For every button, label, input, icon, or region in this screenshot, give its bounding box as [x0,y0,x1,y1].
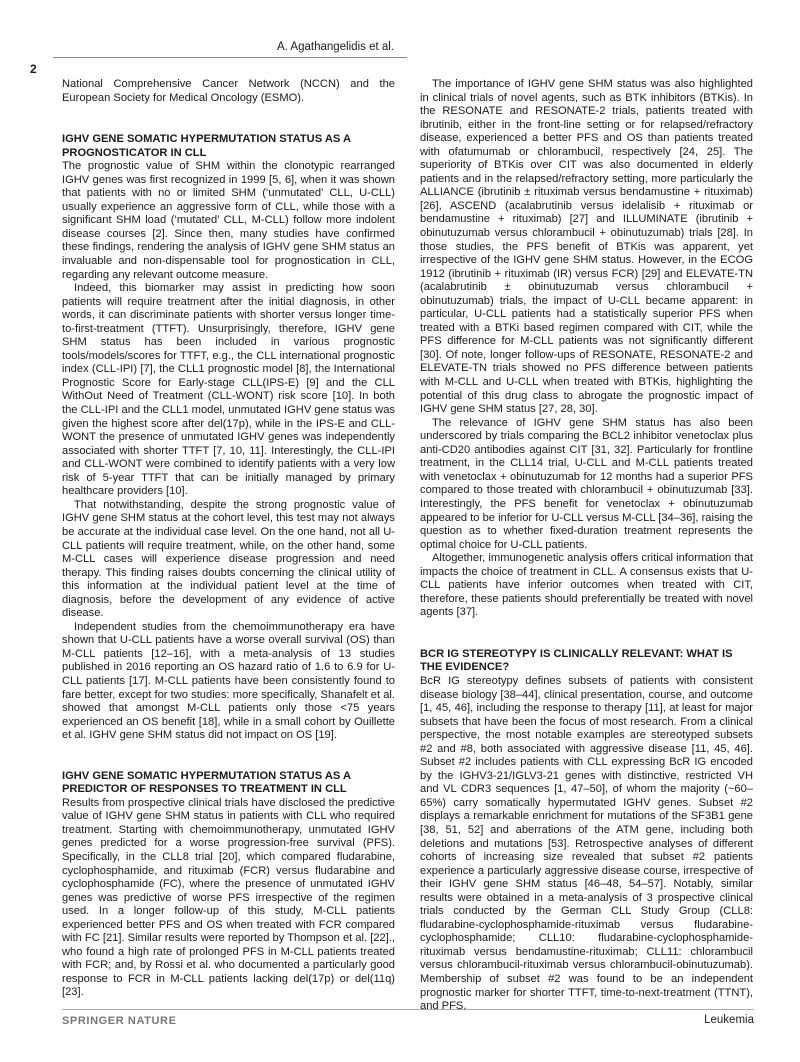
heading-prognosticator: IGHV GENE SOMATIC HYPERMUTATION STATUS AS A PROGNOSTICATOR IN CLL [62,133,351,159]
running-head: A. Agathangelidis et al. [277,41,394,53]
paragraph: Independent studies from the chemoimmunotherapy era have shown that U-CLL patients have a worse overall survival (OS) than M-CLL patients [12–16], with a meta-analysis of 13 studies published in 2016 reporting an OS hazard ratio of 1.6 to 6.9 for U-CLL patients [17]. M-CLL patients have been consistently found to fare better, except for two studies: more specifically, Shanafelt et al. showed that amongst M-CLL patients only those <75 years experienced an OS benefit [18], while in a small cohort by Ouillette et al. IGHV gene SHM status did not impact on OS [19]. [62,620,395,742]
paragraph: Altogether, immunogenetic analysis offers critical information that impacts the choice of treatment in CLL. A consensus exists that U-CLL patients have inferior outcomes when treated with CIT, therefore, these patients should preferentially be treated with novel agents [37]. [420,552,753,619]
right-column [420,78,753,1014]
paragraph: BcR IG stereotypy defines subsets of patients with consistent disease biology [38–44], clinical presentation, course, and outcome [1, 45, 46], including the response to therapy [11], at least for major subsets that have been the focus of most research. From a clinical perspective, the most notable examples are stereotyped subsets #2 and #8, both associated with aggressive disease [11, 45, 46]. Subset #2 includes patients with CLL expressing BcR IG encoded by the IGHV3-21/IGLV3-21 genes with distinctive, restricted VH and VL CDR3 sequences [1, 47–50], of whom the majority (~60–65%) carry somatically hypermutated IGHV genes. Subset #2 displays a remarkable enrichment for mutations of the SF3B1 gene [38, 51, 52] and aberrations of the ATM gene, including both deletions and mutations [53]. Retrospective analyses of different cohorts of increasing size revealed that subset #2 patients experience a particularly aggressive disease course, irrespective of their IGHV gene SHM status [46–48, 54–57]. Notably, similar results were obtained in a meta-analysis of 3 prospective clinical trials conducted by the German CLL Study Group (CLL8: fludarabine-cyclophosphamide-rituximab versus fludarabine-cyclophosphamide; CLL10: fludarabine-cyclophosphamide-rituximab versus bendamustine-rituximab; CLL11: chlorambucil versus chlorambucil-rituximab versus chlorambucil-obinutuzumab). Membership of subset #2 was found to be an independent prognostic marker for shorter TTFT, time-to-next-treatment (TTNT), and PFS, [420,674,753,1013]
paragraph: Indeed, this biomarker may assist in predicting how soon patients will require treatment after the initial diagnosis, in other words, it can discriminate patients with shorter versus longer time-to-first-treatment (TTFT). Unsurprisingly, therefore, IGHV gene SHM status has been included in various prognostic tools/models/scores for TTFT, e.g., the CLL international prognostic index (CLL-IPI) [7], the CLL1 prognostic model [8], the International Prognostic Score for Early-stage CLL(IPS-E) [9] and the CLL WithOut Need of Treatment (CLL-WONT) risk score [10]. In both the CLL-IPI and the CLL1 model, unmutated IGHV gene status was given the highest score after del(17p), while in the IPS-E and CLL-WONT the presence of unmutated IGHV genes was independently associated with shorter TTFT [7, 10, 11]. Interestingly, the CLL-IPI and CLL-WONT were combined to identify patients with a very low risk of 5-year TTFT that can be initially managed by primary healthcare providers [10]. [62,282,395,498]
header-rule [53,57,407,58]
heading-stereotypy: BCR IG STEREOTYPY IS CLINICALLY RELEVANT: WHAT IS THE EVIDENCE? [420,647,733,674]
heading-predictor: IGHV GENE SOMATIC HYPERMUTATION STATUS AS A PREDICTOR OF RESPONSES TO TREATMENT IN CLL [62,769,351,796]
paragraph: The importance of IGHV gene SHM status was also highlighted in clinical trials of novel agents, such as BTK inhibitors (BTKis). In the RESONATE and RESONATE-2 trials, patients treated with ibrutinib, either in the front-line setting or for relapsed/refractory disease, experienced a better PFS and OS than patients treated with ofatumumab or chlorambucil, respectively [24, 25]. The superiority of BTKis over CIT was also documented in elderly patients and in the relapsed/refractory setting, more particularly the ALLIANCE (ibrutinib ± rituximab versus bendamustine + rituximab) [26], ASCEND (acalabrutinib versus idelalisib + rituximab or bendamustine + rituximab) [27] and ILLUMINATE (ibrutinib + obinutuzumab versus chlorambucil + obinutuzumab) trials [28]. In those studies, the PFS benefit of BTKis was apparent, yet irrespective of the IGHV gene SHM status. However, in the ECOG 1912 (ibrutinib + rituximab (IR) versus FCR) [29] and ELEVATE-TN (acalabrutinib ± obinutuzumab versus chlorambucil + obinutuzumab) trials, the impact of U-CLL became apparent: in particular, U-CLL patients had a statistically superior PFS when treated with a BTKi based regimen compared with CIT, while the PFS difference for M-CLL patients was not significantly different [30]. Of note, longer follow-ups of RESONATE, RESONATE-2 and ELEVATE-TN trials showed no PFS difference between patients with M-CLL and U-CLL when treated with BTKis, highlighting the potential of this drug class to abrogate the prognostic impact of IGHV gene SHM status [27, 28, 30]. [420,78,753,416]
publisher-logo: SPRINGER NATURE [62,1015,177,1027]
page-number: 2 [30,62,37,76]
paragraph: The relevance of IGHV gene SHM status has also been underscored by trials comparing the BCL2 inhibitor venetoclax plus anti-CD20 antibodies against CIT [31, 32]. Particularly for frontline treatment, in the CLL14 trial, U-CLL and M-CLL patients treated with venetoclax + obinutuzumab for 12 months had a superior PFS compared to those treated with chlorambucil + obinutuzumab [33]. Interestingly, the PFS benefit for venetoclax + obinutuzumab appeared to be inferior for U-CLL versus M-CLL [34–36], raising the question as to whether fixed-duration treatment represents the optimal choice for U-CLL patients. [420,416,753,551]
paragraph: Results from prospective clinical trials have disclosed the predictive value of IGHV gene SHM status in patients with CLL who required treatment. Starting with chemoimmunotherapy, unmutated IGHV genes predicted for a worse progression-free survival (PFS). Specifically, in the CLL8 trial [20], which compared fludarabine, cyclophosphamide, and rituximab (FCR) versus fludarabine and cyclophosphamide (FC), where the presence of unmutated IGHV genes was predictive of worse PFS irrespective of the regimen used. In a longer follow-up of this study, M-CLL patients experienced better PFS and OS when treated with FCR compared with FC [21]. Similar results were reported by Thompson et al. [22]., who found a high rate of prolonged PFS in M-CLL patients treated with FCR; and, by Rossi et al. who documented a particularly good response to FCR in M-CLL patients lacking del(17p) or del(11q) [23]. [62,796,395,999]
journal-name: Leukemia [704,1014,754,1026]
paragraph: The prognostic value of SHM within the clonotypic rearranged IGHV genes was first recognized in 1999 [5, 6], when it was shown that patients with no or limited SHM (‘unmutated’ CLL, U-CLL) usually experience an aggressive form of CLL, while those with a significant SHM load (‘mutated’ CLL, M-CLL) follow more indolent disease courses [2]. Since then, many studies have confirmed these findings, rendering the analysis of IGHV gene SHM status an invaluable and non-dispensable tool for prognostication in CLL, regarding any relevant outcome measure. [62,160,395,281]
paragraph-intro: National Comprehensive Cancer Network (NCCN) and the European Society for Medical Oncology (ESMO). [62,78,395,104]
paragraph: That notwithstanding, despite the strong prognostic value of IGHV gene SHM status at the cohort level, this test may not always be accurate at the individual case level. On the one hand, not all U-CLL patients will require treatment, while, on the other hand, some M-CLL cases will experience disease progression and need therapy. This finding raises doubts concerning the clinical utility of this information at the individual patient level at the time of diagnosis, before the development of any evidence of active disease. [62,498,395,620]
footer-rule [62,1009,754,1010]
left-column [62,78,395,1000]
